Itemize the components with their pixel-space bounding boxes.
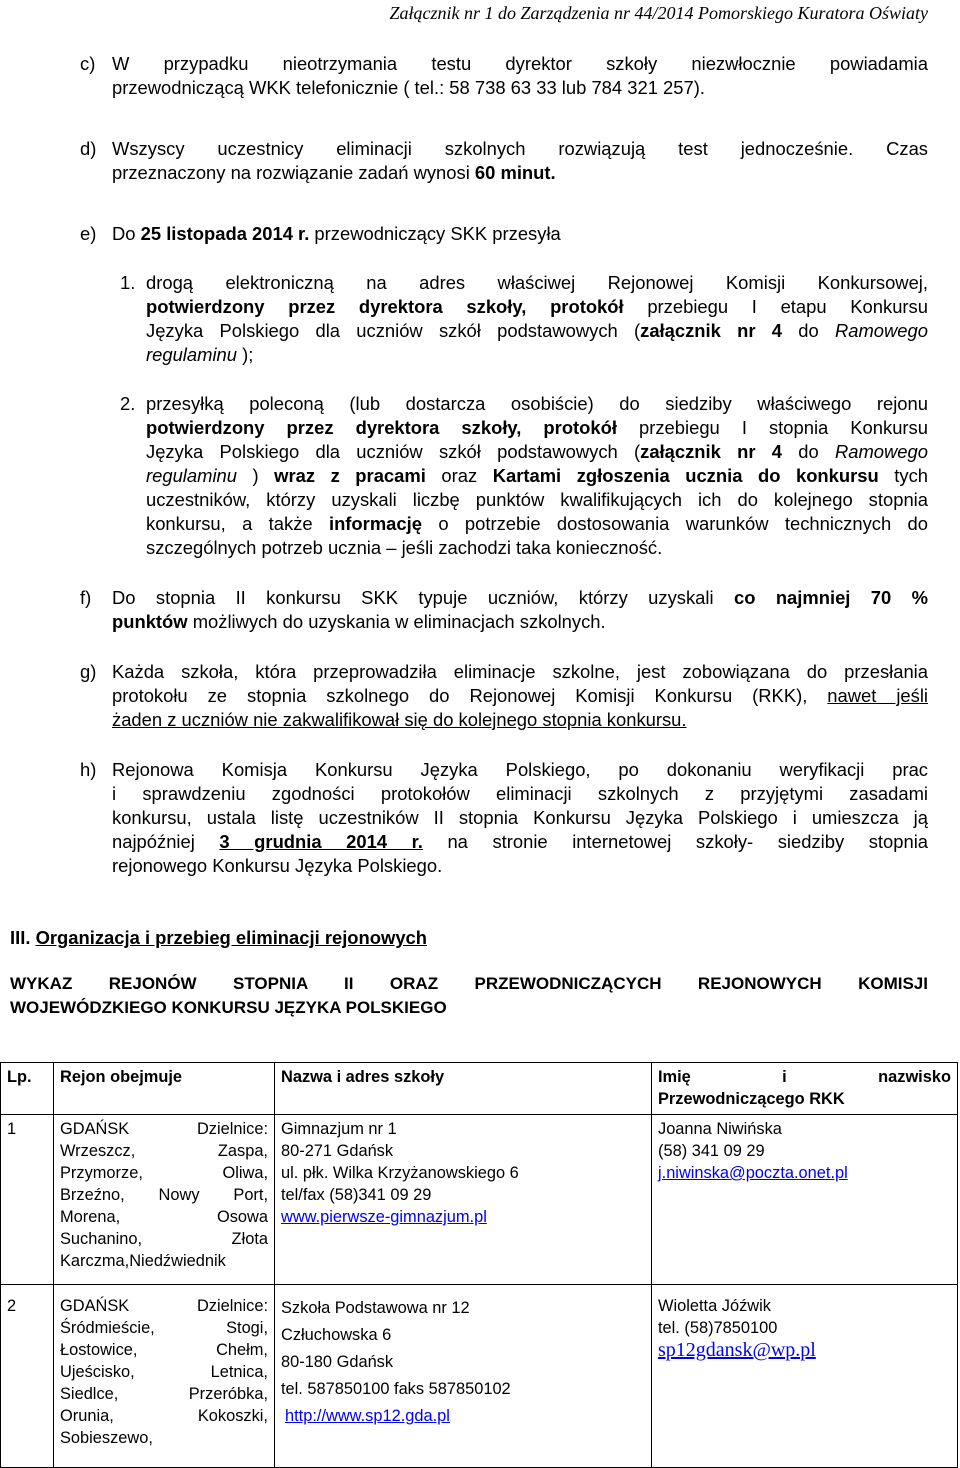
item-e-sub2-num: 2. [120,393,136,414]
row2-szkola-line: Szkoła Podstawowa nr 12 [281,1299,470,1317]
row1-szkola-line: ul. płk. Wilka Krzyżanowskiego 6 [281,1164,519,1182]
regions-table [0,1062,958,1468]
item-e-sub2-line5: uczestników, którzy uzyskali liczbę punktów kwalifikujących ich do kolejnego stopnia [146,489,928,510]
item-h-line5: rejonowego Konkursu Języka Polskiego. [112,855,443,876]
section-number: III. [10,927,31,948]
row2-szkola-line: Człuchowska 6 [281,1326,392,1344]
row2-website-link[interactable]: http://www.sp12.gda.pl [285,1407,450,1425]
item-e-label: e) [80,223,97,244]
header-imie-line1: Imię i nazwisko [658,1068,951,1086]
item-f-label: f) [80,587,92,608]
item-g-line1: Każda szkoła, która przeprowadziła eliminacje szkolne, jest zobowiązana do przesłania [112,661,928,682]
row1-lp: 1 [1,1115,54,1285]
header-szkola: Nazwa i adres szkoły [275,1063,652,1115]
row1-rejon-line: Brzeźno, Nowy Port, [60,1186,268,1204]
item-e-sub1-line1: drogą elektroniczną na adres właściwej Rejonowej Komisji Konkursowej, [146,272,928,293]
section-heading [10,927,427,949]
item-e-sub2-line7: szczególnych potrzeb ucznia – jeśli zachodzi taka konieczność. [146,537,663,558]
item-e-sub2-line3: Języka Polskiego dla uczniów szkół podstawowych (załącznik nr 4 do Ramowego [146,441,928,462]
row1-tel: (58) 341 09 29 [658,1142,765,1160]
row2-przewodniczacy [652,1285,958,1468]
row2-email-link[interactable]: sp12gdansk@wp.pl [658,1339,816,1361]
header-imie-line2: Przewodniczącego RKK [658,1090,845,1108]
header-lp: Lp. [1,1063,54,1115]
item-f-line1: Do stopnia II konkursu SKK typuje uczniów, którzy uzyskali co najmniej 70 % [112,587,928,608]
item-e-sub1-line4: regulaminu ); [146,344,254,365]
row2-szkola-line: tel. 587850100 faks 587850102 [281,1380,511,1398]
item-e-sub2-line1: przesyłką poleconą (lub dostarcza osobiście) do siedziby właściwego rejonu [146,393,928,414]
item-h-line1: Rejonowa Komisja Konkursu Języka Polskiego, po dokonaniu weryfikacji prac [112,759,928,780]
item-f-line2: punktów możliwych do uzyskania w eliminacjach szkolnych. [112,611,606,632]
item-e-sub2-line4: regulaminu ) wraz z pracami oraz Kartami zgłoszenia ucznia do konkursu tych [146,465,929,486]
row2-lp: 2 [1,1285,54,1468]
item-e-sub1-line3: Języka Polskiego dla uczniów szkół podstawowych (załącznik nr 4 do Ramowego [146,320,928,341]
row2-rejon-line: Orunia, Kokoszki, [60,1407,268,1425]
item-e [80,222,928,246]
item-h-line3: konkursu, ustala listę uczestników II stopnia Konkursu Języka Polskiego i umieszcza ją [112,807,928,828]
row2-rejon-line: Sobieszewo, [60,1429,153,1447]
table-header-row [1,1063,958,1115]
wykaz-line1: WYKAZ REJONÓW STOPNIA II ORAZ PRZEWODNICZĄCYCH REJONOWYCH KOMISJI [10,974,928,993]
row1-rejon-line: Morena, Osowa [60,1208,268,1226]
item-g-label: g) [80,661,97,682]
row1-osoba: Joanna Niwińska [658,1120,782,1138]
row1-szkola-line: Gimnazjum nr 1 [281,1120,397,1138]
item-e-sub2-line2: potwierdzony przez dyrektora szkoły, protokół przebiegu I stopnia Konkursu [146,417,928,438]
row1-rejon-line: Suchanino, Złota [60,1230,268,1248]
item-h-line2: i sprawdzeniu zgodności protokołów eliminacji szkolnych z przyjętymi zasadami [112,783,928,804]
row2-szkola-line: 80-180 Gdańsk [281,1353,394,1371]
header-rejon: Rejon obejmuje [54,1063,275,1115]
row2-osoba: Wioletta Jóźwik [658,1297,771,1315]
row1-szkola-line: tel/fax (58)341 09 29 [281,1186,432,1204]
table-row [1,1285,958,1468]
item-f [80,586,928,634]
item-g [80,660,928,732]
section-title: Organizacja i przebieg eliminacji rejonowych [35,927,428,948]
header-przewodniczacy [652,1063,958,1115]
item-h-line4: najpóźniej 3 grudnia 2014 r. na stronie internetowej szkoły- siedziby stopnia [112,831,929,852]
item-e-line1: Do 25 listopada 2014 r. przewodniczący SKK przesyła [112,223,561,244]
item-c-label: c) [80,53,96,74]
item-e-sub2 [120,392,928,560]
item-d-line2: przeznaczony na rozwiązanie zadań wynosi 60 minut. [112,162,556,183]
row2-rejon-line: Siedlce, Przeróbka, [60,1385,268,1403]
row1-przewodniczacy [652,1115,958,1285]
row1-szkola [275,1115,652,1285]
row2-rejon-line: Łostowice, Chełm, [60,1341,268,1359]
row2-rejon-line: GDAŃSK Dzielnice: [60,1297,268,1315]
item-g-line3: żaden z uczniów nie zakwalifikował się do kolejnego stopnia konkursu. [112,709,687,730]
row2-rejon-line: Ujeścisko, Letnica, [60,1363,268,1381]
wykaz-line2: WOJEWÓDZKIEGO KONKURSU JĘZYKA POLSKIEGO [10,998,447,1017]
item-c-line1: W przypadku nieotrzymania testu dyrektor szkoły niezwłocznie powiadamia [112,53,928,74]
item-g-line2: protokołu ze stopnia szkolnego do Rejonowej Komisji Konkursu (RKK), nawet jeśli [112,685,928,706]
item-e-sub1 [120,271,928,367]
item-e-sub1-line2: potwierdzony przez dyrektora szkoły, protokół przebiegu I etapu Konkursu [146,296,928,317]
row1-rejon-line: Przymorze, Oliwa, [60,1164,268,1182]
row1-rejon-line: Wrzeszcz, Zaspa, [60,1142,268,1160]
row1-rejon [54,1115,275,1285]
item-h-label: h) [80,759,97,780]
row2-szkola [275,1285,652,1468]
item-d-line1: Wszyscy uczestnicy eliminacji szkolnych rozwiązują test jednocześnie. Czas [112,138,928,159]
item-c-line2: przewodniczącą WKK telefonicznie ( tel.: 58 738 63 33 lub 784 321 257). [112,77,705,98]
row1-rejon-line: GDAŃSK Dzielnice: [60,1120,268,1138]
wykaz-title [10,967,928,1025]
item-e-sub2-line6: konkursu, a także informację o potrzebie dostosowania warunków technicznych do [146,513,928,534]
item-d-label: d) [80,138,97,159]
row2-rejon [54,1285,275,1468]
row1-website-link[interactable]: www.pierwsze-gimnazjum.pl [281,1208,487,1226]
item-h [80,758,928,878]
item-c [80,52,928,100]
row1-szkola-line: 80-271 Gdańsk [281,1142,394,1160]
row2-tel: tel. (58)7850100 [658,1319,778,1337]
item-d [80,137,928,185]
row1-rejon-line: Karczma,Niedźwiednik [60,1252,226,1270]
row2-rejon-line: Śródmieście, Stogi, [60,1319,268,1337]
table-row [1,1115,958,1285]
item-e-sub1-num: 1. [120,272,136,293]
row1-email-link[interactable]: j.niwinska@poczta.onet.pl [658,1164,848,1182]
document-header: Załącznik nr 1 do Zarządzenia nr 44/2014 Pomorskiego Kuratora Oświaty [389,3,928,23]
